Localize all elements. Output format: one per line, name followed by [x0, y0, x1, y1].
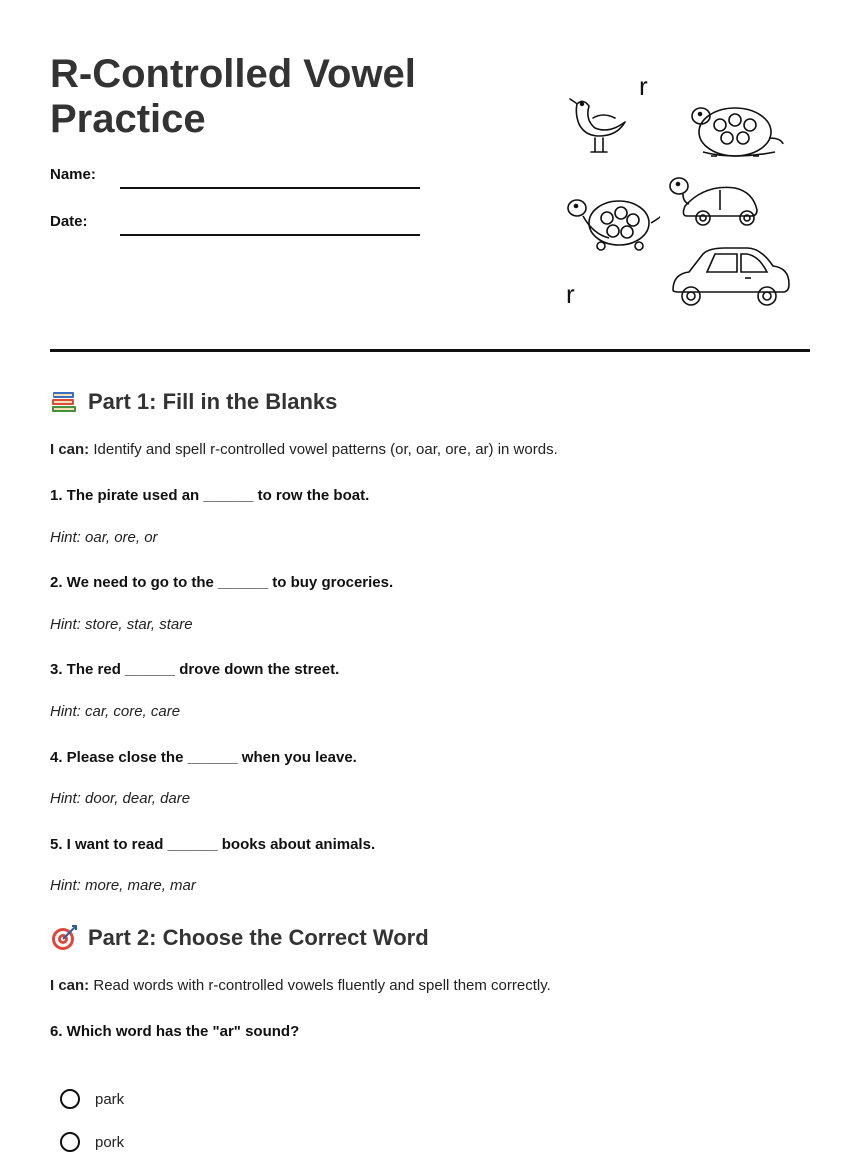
part1-title: Part 1: Fill in the Blanks — [88, 389, 338, 414]
header-divider — [50, 349, 810, 352]
hint-4: Hint: door, dear, dare — [50, 790, 191, 807]
hint-2: Hint: store, star, stare — [50, 616, 193, 633]
part1-objective — [50, 441, 558, 458]
option-park[interactable] — [60, 1089, 124, 1109]
ican-label-2: I can: — [50, 977, 90, 994]
name-field-line[interactable] — [120, 187, 420, 189]
question-4: 4. Please close the ______ when you leave. — [50, 749, 357, 766]
ican-text-2: Read words with r-controlled vowels fluently and spell them correctly. — [89, 977, 551, 994]
option-pork[interactable] — [60, 1132, 124, 1152]
hint-1: Hint: oar, ore, or — [50, 529, 158, 546]
date-label: Date: — [50, 213, 88, 230]
hint-5: Hint: more, mare, mar — [50, 877, 196, 894]
letter-r-top: r — [639, 71, 648, 101]
question-3: 3. The red ______ drove down the street. — [50, 661, 340, 678]
question-5: 5. I want to read ______ books about animals. — [50, 836, 376, 853]
bird-icon — [570, 99, 625, 152]
ican-text: Identify and spell r-controlled vowel patterns (or, oar, ore, ar) in words. — [89, 441, 558, 458]
hint-3: Hint: car, core, care — [50, 703, 181, 720]
turtle-icon — [692, 108, 783, 156]
radio-button[interactable] — [60, 1132, 80, 1152]
question-1: 1. The pirate used an ______ to row the boat. — [50, 487, 370, 504]
name-label: Name: — [50, 166, 96, 183]
letter-r-bottom: r — [566, 279, 575, 309]
date-field-line[interactable] — [120, 234, 420, 236]
part1-heading — [50, 388, 337, 416]
ican-label: I can: — [50, 441, 90, 458]
turtle-car-icon — [670, 178, 757, 225]
option-label: pork — [95, 1133, 125, 1151]
target-icon — [50, 924, 78, 952]
option-label: park — [95, 1090, 125, 1108]
question-6: 6. Which word has the "ar" sound? — [50, 1023, 300, 1040]
part2-objective — [50, 977, 551, 994]
page-title: R-Controlled Vowel Practice — [50, 52, 416, 141]
car-icon — [673, 248, 789, 305]
part2-title: Part 2: Choose the Correct Word — [88, 925, 429, 950]
radio-button[interactable] — [60, 1089, 80, 1109]
part2-heading — [50, 924, 429, 952]
illustration — [555, 68, 805, 318]
turtle-icon-2 — [568, 200, 659, 250]
question-2: 2. We need to go to the ______ to buy groceries. — [50, 574, 394, 591]
books-icon — [50, 388, 78, 416]
